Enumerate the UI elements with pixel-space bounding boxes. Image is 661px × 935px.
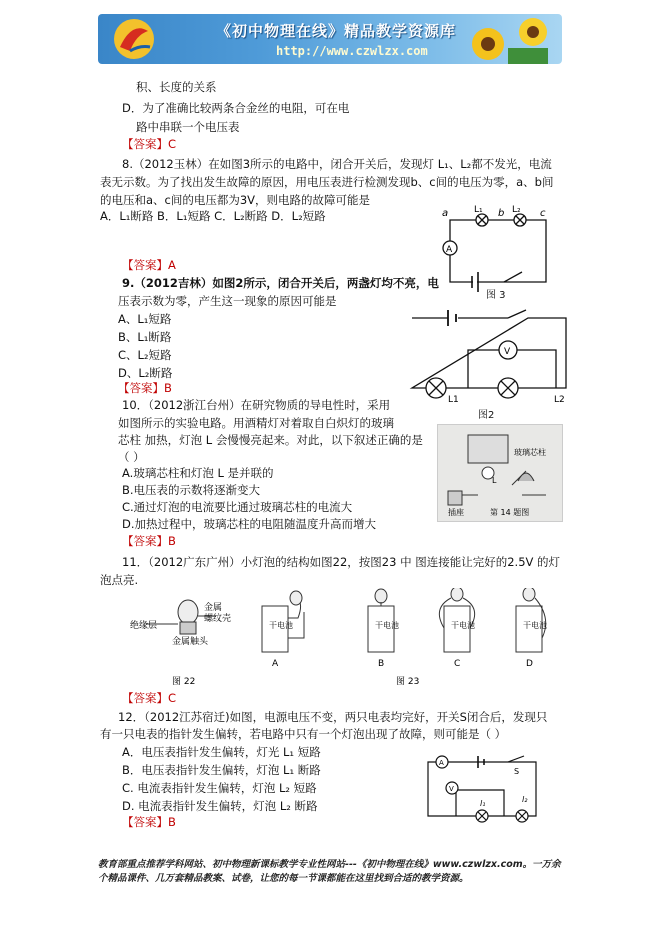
answer-label: 【答案】B — [122, 534, 176, 548]
footer-line: 教育部重点推荐学科网站、初中物理新课标教学专业性网站---《初中物理在线》www.czwlzx.com。一万余 — [98, 859, 561, 870]
header-title: 《初中物理在线》精品教学资源库 — [216, 22, 457, 40]
circuit-figure-12 — [418, 754, 546, 826]
photo-figure-14 — [437, 424, 563, 522]
fig12-label: l₂ — [522, 795, 528, 804]
fig14-label: 第 14 题图 — [490, 508, 530, 517]
fig3-label: b — [498, 208, 505, 219]
fig23-option: C — [454, 659, 461, 669]
text-line: 路中串联一个电压表 — [136, 120, 240, 134]
question-text: 有一只电表的指针发生偏转，若电路中只有一个灯泡出现了故障，则可能是（ ） — [100, 727, 507, 741]
answer-label: 【答案】C — [122, 137, 177, 151]
option-text: B．电压表指针发生偏转，灯泡 L₁ 断路 — [122, 763, 321, 777]
fig23-option: B — [378, 659, 385, 669]
question-text: 8.（2012玉林）在如图3所示的电路中，闭合开关后，发现灯 L₁、L₂都不发光，电流 — [122, 157, 552, 171]
fig22-label: 螺纹壳 — [204, 614, 232, 624]
fig14-label: 玻璃芯柱 — [514, 448, 546, 457]
fig3-label: L₁ — [474, 205, 483, 215]
fig22-caption: 图 22 — [172, 677, 196, 687]
question-text: 9.（2012吉林）如图2所示，闭合开关后，两盏灯均不亮，电 — [122, 276, 439, 290]
fig22-label: 绝缘层 — [130, 621, 158, 631]
bulb-figures-22-23 — [126, 588, 556, 688]
answer-label: 【答案】B — [118, 381, 172, 395]
option-text: B、L₁断路 — [118, 330, 172, 344]
option-text: A．电压表指针发生偏转，灯光 L₁ 短路 — [122, 745, 321, 759]
battery-label: 干电池 — [269, 621, 293, 630]
fig23-option: A — [272, 659, 279, 669]
fig23-caption: 图 23 — [396, 677, 420, 687]
option-text: D. 电流表指针发生偏转，灯泡 L₂ 断路 — [122, 799, 318, 813]
question-text: 的电压和a、c间的电压都为3V，则电路的故障可能是 — [100, 193, 371, 207]
question-text: 压表示数为零，产生这一现象的原因可能是 — [118, 294, 337, 308]
fig2-label: L1 — [448, 395, 459, 404]
sunflower-image — [458, 14, 562, 64]
fig23-option: D — [526, 659, 533, 669]
option-text: C、L₂短路 — [118, 348, 172, 362]
answer-label: 【答案】C — [122, 691, 177, 705]
fig12-label: l₁ — [480, 799, 486, 808]
option-text: C. 电流表指针发生偏转，灯泡 L₂ 短路 — [122, 781, 317, 795]
fig14-label: L — [492, 476, 497, 485]
text-line: 积、长度的关系 — [136, 80, 217, 94]
option-text: A.玻璃芯柱和灯泡 L 是并联的 — [122, 466, 274, 480]
logo-icon — [110, 17, 158, 61]
fig3-label: A — [446, 245, 453, 255]
footer-line: 个精品课件、几万套精品教案、试卷，让您的每一节课都能在这里找到合适的教学资源。 — [98, 873, 469, 884]
fig22-label: 金属触头 — [172, 637, 209, 647]
fig3-label: c — [540, 208, 546, 219]
figure-caption: 图2 — [478, 410, 495, 421]
battery-label: 干电池 — [523, 621, 547, 630]
answer-label: 【答案】B — [122, 815, 176, 829]
fig12-label: A — [439, 759, 444, 767]
battery-label: 干电池 — [375, 621, 399, 630]
answer-label: 【答案】A — [122, 258, 176, 272]
text-line: D．为了准确比较两条合金丝的电阻，可在电 — [122, 101, 350, 115]
question-text: 12．（2012江苏宿迁)如图，电源电压不变，两只电表均完好，开关S闭合后，发现只 — [118, 710, 548, 724]
page-footer — [98, 858, 568, 886]
fig3-label: a — [442, 208, 449, 219]
option-text: A、L₁短路 — [118, 312, 172, 326]
option-text: D.加热过程中，玻璃芯柱的电阻随温度升高而增大 — [122, 517, 377, 531]
question-text: （ ） — [118, 450, 145, 464]
fig14-label: 插座 — [448, 508, 464, 517]
options-line: A．L₁断路 B．L₁短路 C．L₂断路 D．L₂短路 — [100, 209, 326, 223]
fig22-label: 金属 — [204, 603, 223, 613]
fig3-label: L₂ — [512, 205, 521, 215]
question-text: 11．（2012广东广州）小灯泡的结构如图22，按图23 中 图连接能让完好的2.5V 的灯 — [122, 555, 561, 569]
fig2-label: L2 — [554, 395, 565, 404]
question-text: 如图所示的实验电路。用酒精灯对着取自白炽灯的玻璃 — [118, 416, 394, 430]
header-banner — [98, 14, 562, 64]
fig2-label: V — [504, 347, 511, 357]
question-text: 表无示数。为了找出发生故障的原因，用电压表进行检测发现b、c间的电压为零，a、b间 — [100, 175, 554, 189]
option-text: D、L₂断路 — [118, 366, 173, 380]
question-text: 10．（2012浙江台州）在研究物质的导电性时，采用 — [122, 398, 391, 412]
fig12-label: S — [514, 767, 520, 776]
fig12-label: V — [449, 785, 454, 793]
figure-caption: 图 3 — [486, 290, 506, 301]
battery-label: 干电池 — [451, 621, 475, 630]
header-url[interactable]: http://www.czwlzx.com — [276, 44, 428, 58]
option-text: C.通过灯泡的电流要比通过玻璃芯柱的电流大 — [122, 500, 353, 514]
question-text: 芯柱 加热，灯泡 L 会慢慢亮起来。对此，以下叙述正确的是 — [118, 433, 423, 447]
question-text: 泡点亮. — [100, 573, 139, 587]
circuit-figure-2 — [404, 304, 576, 404]
option-text: B.电压表的示数将逐渐变大 — [122, 483, 261, 497]
